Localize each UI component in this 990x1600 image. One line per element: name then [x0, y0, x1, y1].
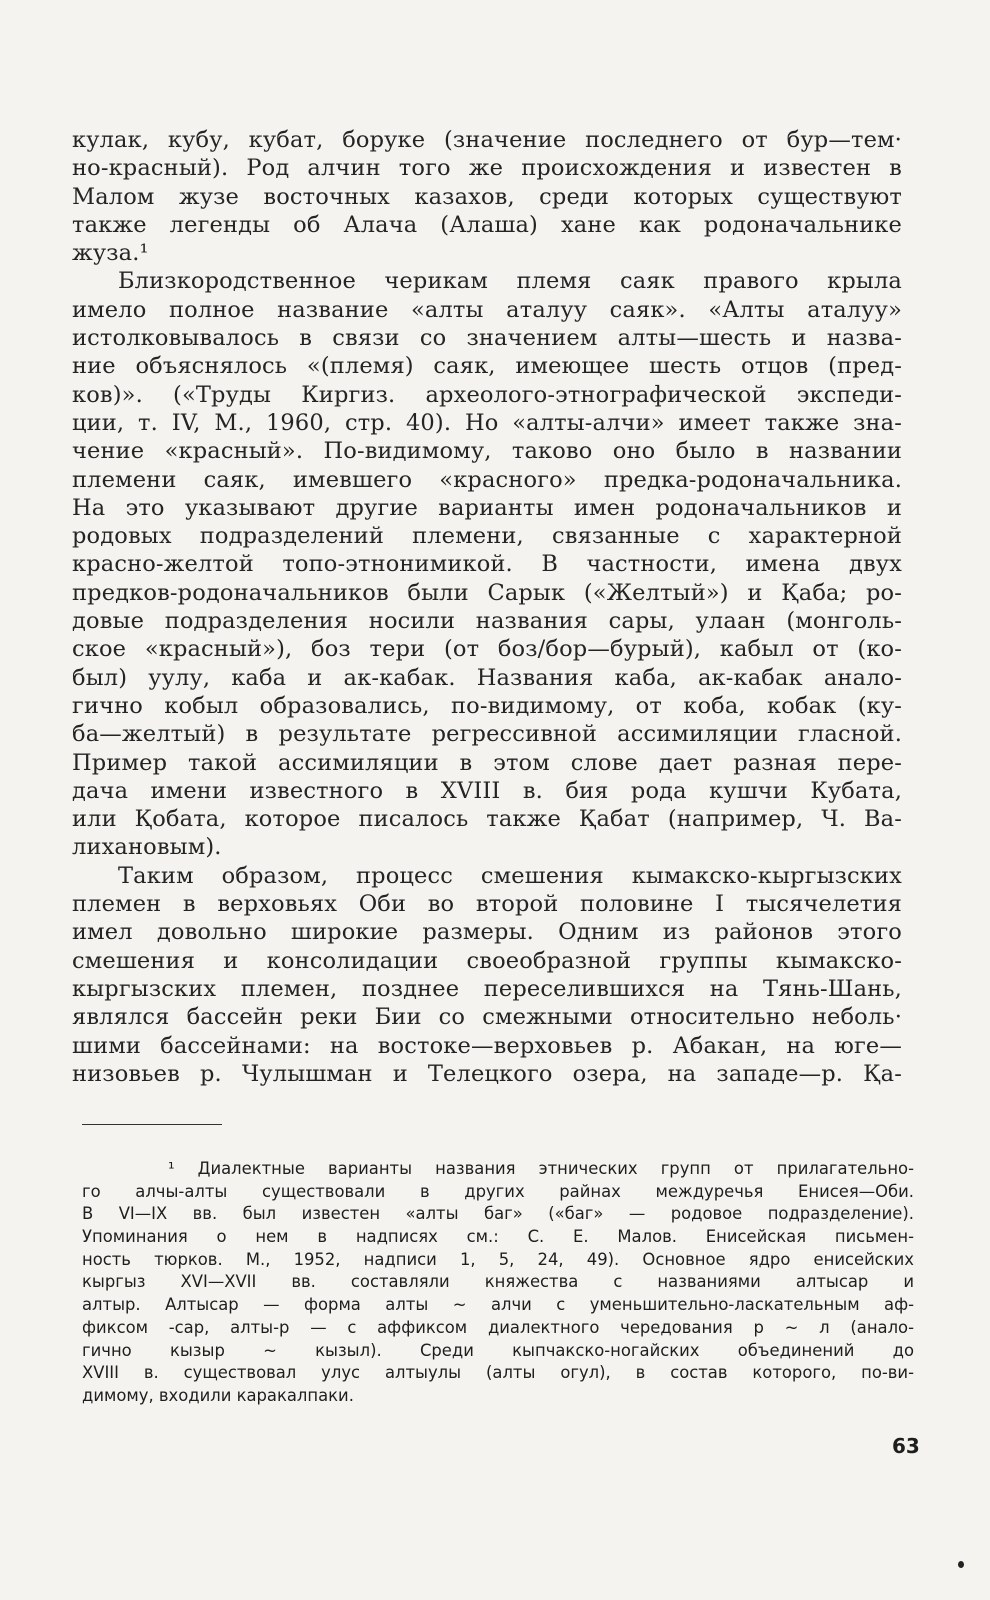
text-line: также легенды об Алача (Алаша) хане как родоначальнике	[72, 211, 902, 238]
text-line: низовьев р. Чулышман и Телецкого озера, на западе—р. Қа-	[72, 1060, 902, 1087]
text-line: ков)». («Труды Киргиз. археолого-этнографической экспеди-	[72, 381, 902, 408]
text-line: Близкородственное черикам племя саяк правого крыла	[118, 268, 902, 295]
text-line: имел довольно широкие размеры. Одним из районов этого	[72, 919, 902, 946]
text-line: но-красный). Род алчин того же происхождения и известен в	[72, 155, 902, 182]
text-line: смешения и консолидации своеобразной группы кымакско-	[72, 947, 902, 974]
text-line: ние объяснялось «(племя) саяк, имеющее шесть отцов (пред-	[72, 353, 902, 380]
text-line: племен в верховьях Оби во второй половине I тысячелетия	[72, 891, 902, 918]
text-line: предков-родоначальников были Сарык («Желтый») и Қаба; ро-	[72, 579, 902, 606]
footnote-divider	[82, 1124, 222, 1125]
text-line: дача имени известного в XVIII в. бия рода кушчи Кубата,	[72, 777, 902, 804]
text-line: Таким образом, процесс смешения кымакско-кыргызских	[118, 862, 902, 889]
text-line: племени саяк, имевшего «красного» предка-родоначальника.	[72, 466, 902, 493]
text-line: Пример такой ассимиляции в этом слове дает разная пере-	[72, 749, 902, 776]
print-speck	[958, 1561, 964, 1568]
footnote-line: го алчы-алты существовали в других райнах междуречья Енисея—Оби.	[82, 1181, 914, 1201]
text-line: гично кобыл образовались, по-видимому, от коба, кобак (ку-	[72, 692, 902, 719]
text-line: шими бассейнами: на востоке—верховьев р. Абакан, на юге—	[72, 1032, 902, 1059]
footnote-line: гично кызыр ~ кызыл). Среди кыпчакско-ногайских объединений до	[82, 1340, 914, 1360]
footnote-line: димому, входили каракалпаки.	[82, 1385, 354, 1405]
text-line: родовых подразделений племени, связанные с характерной	[72, 523, 902, 550]
text-line: лихановым).	[72, 834, 222, 861]
text-line: чение «красный». По-видимому, таково оно было в названии	[72, 438, 902, 465]
footnote-line: ¹ Диалектные варианты названия этнических групп от прилагательно-	[168, 1159, 914, 1178]
text-line: кыргызских племен, позднее переселившихся на Тянь-Шань,	[72, 975, 902, 1002]
text-line: являлся бассейн реки Бии со смежными относительно неболь·	[72, 1004, 902, 1031]
footnote-line: кыргыз XVI—XVII вв. составляли княжества с названиями алтысар и	[82, 1272, 914, 1292]
text-line: красно-желтой топо-этнонимикой. В частности, имена двух	[72, 551, 902, 578]
footnote	[82, 1158, 914, 1408]
footnote-line: Упоминания о нем в надписях см.: С. Е. Малов. Енисейская письмен-	[82, 1227, 914, 1247]
text-line: или Қобата, которое писалось также Қабат (например, Ч. Ва-	[72, 806, 902, 833]
footnote-line: В VI—IX вв. был известен «алты баг» («баг» — родовое подразделение).	[82, 1204, 914, 1224]
footnote-line: ность тюрков. М., 1952, надписи 1, 5, 24, 49). Основное ядро енисейских	[82, 1249, 914, 1269]
text-line: На это указывают другие варианты имен родоначальников и	[72, 494, 902, 521]
footnote-line: фиксом -сар, алты-р — с аффиксом диалектного чередования р ~ л (анало-	[82, 1317, 914, 1337]
text-line: кулак, кубу, кубат, боруке (значение последнего от бур—тем·	[72, 127, 902, 153]
text-line: довые подразделения носили названия сары, улаан (монголь-	[72, 608, 902, 635]
text-line: жуза.¹	[72, 240, 149, 267]
text-line: Малом жузе восточных казахов, среди которых существуют	[72, 183, 902, 210]
text-line: имело полное название «алты аталуу саяк». «Алты аталуу»	[72, 296, 902, 323]
page-number: 63	[892, 1434, 920, 1458]
footnote-line: алтыр. Алтысар — форма алты ~ алчи с уменьшительно-ласкательным аф-	[82, 1295, 914, 1315]
text-line: был) уулу, каба и ак-кабак. Названия каба, ак-кабак анало-	[72, 664, 902, 691]
text-line: истолковывалось в связи со значением алты—шесть и назва-	[72, 325, 902, 352]
text-line: ское «красный»), боз тери (от боз/бор—бурый), кабыл от (ко-	[72, 636, 902, 663]
main-text	[72, 126, 902, 1088]
footnote-line: XVIII в. существовал улус алтыулы (алты огул), в состав которого, по-ви-	[82, 1363, 914, 1383]
text-line: ба—желтый) в результате регрессивной ассимиляции гласной.	[72, 721, 902, 748]
text-line: ции, т. IV, М., 1960, стр. 40). Но «алты-алчи» имеет также зна-	[72, 409, 902, 436]
